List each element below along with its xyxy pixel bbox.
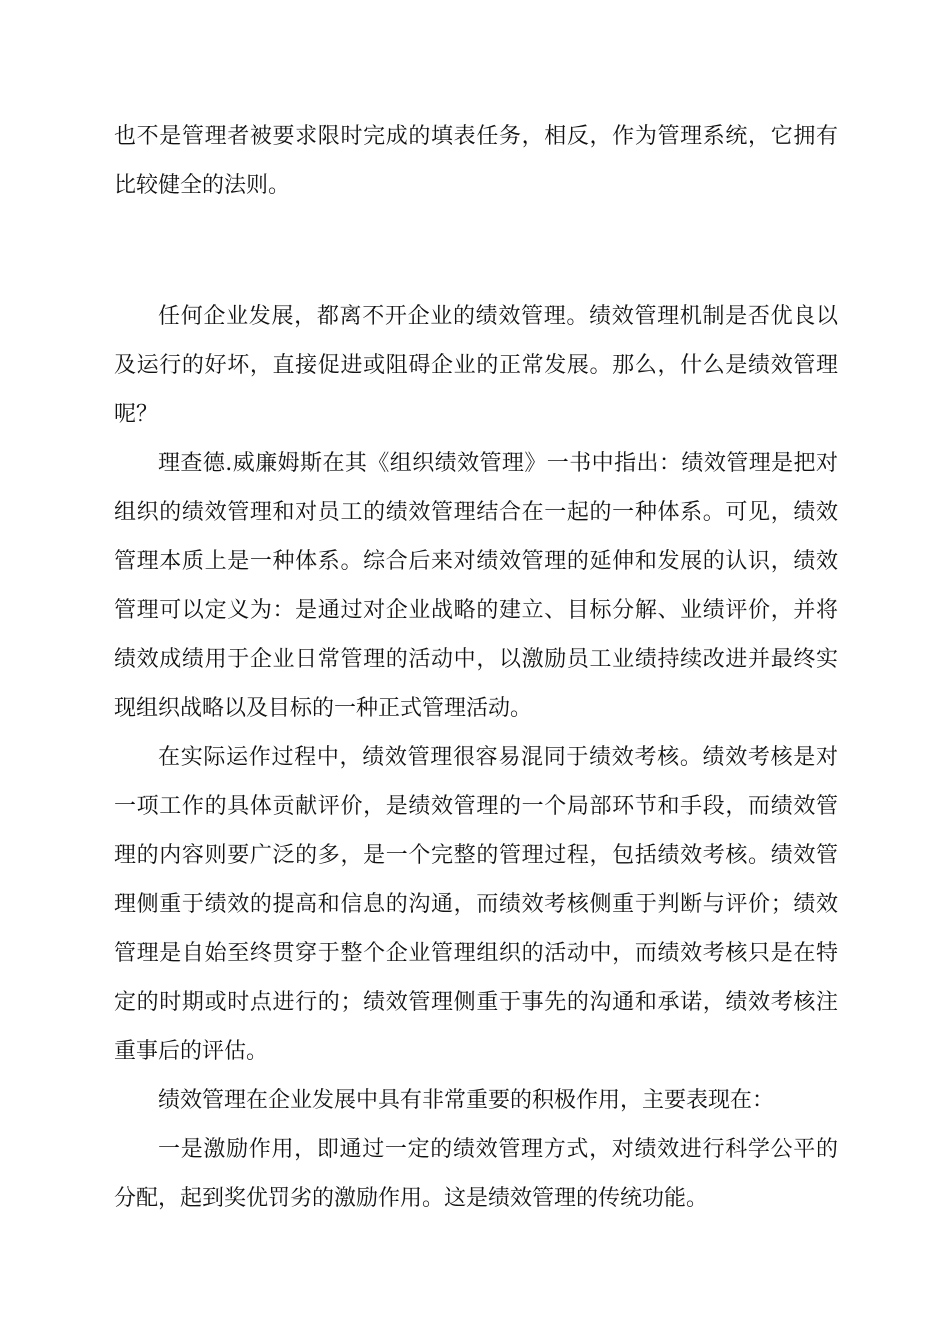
paragraph-comparison: 在实际运作过程中，绩效管理很容易混同于绩效考核。绩效考核是对一项工作的具体贡献评价，是绩效管理的一个局部环节和手段，而绩效管理的内容则要广泛的多，是一个完整的管理过程，包括绩效考核。绩效管理侧重于绩效的提高和信息的沟通，而绩效考核侧重于判断与评价；绩效管理是自始至终贯穿于整个企业管理组织的活动中，而绩效考核只是在特定的时期或时点进行的；绩效管理侧重于事先的沟通和承诺，绩效考核注重事后的评估。: [114, 745, 838, 1064]
paragraph-roles-intro: 绩效管理在企业发展中具有非常重要的积极作用，主要表现在：: [158, 1088, 775, 1113]
paragraph-continuation: 也不是管理者被要求限时完成的填表任务，相反，作为管理系统，它拥有比较健全的法则。: [114, 124, 838, 198]
paragraph-incentive-role: 一是激励作用，即通过一定的绩效管理方式，对绩效进行科学公平的分配，起到奖优罚劣的激励作用。这是绩效管理的传统功能。: [114, 1137, 838, 1211]
paragraph-gap: [114, 210, 838, 292]
paragraph-definition: 理查德.威廉姆斯在其《组织绩效管理》一书中指出：绩效管理是把对组织的绩效管理和对员工的绩效管理结合在一起的一种体系。可见，绩效管理本质上是一种体系。综合后来对绩效管理的延伸和发展的认识，绩效管理可以定义为：是通过对企业战略的建立、目标分解、业绩评价，并将绩效成绩用于企业日常管理的活动中，以激励员工业绩持续改进并最终实现组织战略以及目标的一种正式管理活动。: [114, 451, 838, 721]
document-page: [114, 112, 838, 1223]
paragraph-intro: 任何企业发展，都离不开企业的绩效管理。绩效管理机制是否优良以及运行的好坏，直接促进或阻碍企业的正常发展。那么，什么是绩效管理呢？: [114, 304, 838, 427]
